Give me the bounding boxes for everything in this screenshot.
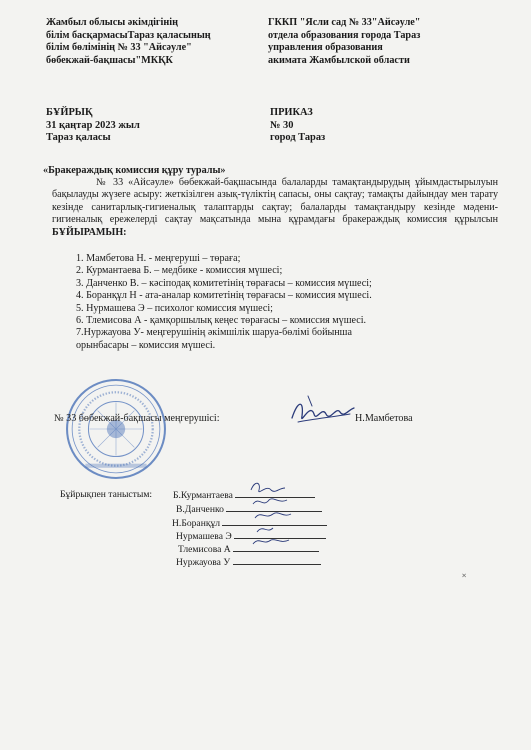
acquaintance-signatures-icon <box>245 478 315 570</box>
acquainted-name: В.Данченко <box>176 504 224 515</box>
order-command: БҰЙЫРАМЫН: <box>52 226 127 238</box>
signature-position: № 33 бөбекжай-бақшасы меңгерушісі: <box>54 413 220 424</box>
stray-mark: ˟ <box>462 572 467 584</box>
acquainted-label: Бұйрықпен таныстым: <box>60 489 153 500</box>
acquainted-name: Нуржауова У <box>176 557 231 568</box>
header-left-line: Жамбыл облысы әкімдігінің <box>46 17 178 28</box>
header-left-line: бөбекжай-бақшасы"МКҚК <box>46 54 173 66</box>
order-word: ПРИКАЗ <box>270 107 313 118</box>
order-word: БҰЙРЫҚ <box>46 107 93 118</box>
order-number: № 30 <box>270 119 294 131</box>
body-text: № 33 «Айсәуле» бөбекжай-бақшасында балаларды тамақтандырудың ұйымдастырылуын бақылауды жүзеге асыру: жеткізілген азық-түліктің сапасы, оны сақтау; тамақты дайындау мен тарату кезінде санитарлық-гигиеналық талаптарды сақтау; балаларды тамақтандыру кезінде мәдени-гигиеналық ережелерді сақтау мақсатында мына құрамдағы бракераждық комиссия құрылсын <box>52 177 498 226</box>
signature-icon <box>288 392 358 432</box>
header-right-line: ГККП "Ясли сад № 33"Айсәуле" <box>268 17 421 28</box>
order-block-russian <box>270 107 325 145</box>
document-title: «Бракераждық комиссия құру туралы» <box>43 165 226 176</box>
header-right-line: акимата Жамбылской области <box>268 54 410 66</box>
order-date: 31 қаңтар 2023 жыл <box>46 119 140 131</box>
acquainted-name: Б.Курмантаева <box>173 490 233 501</box>
official-stamp-icon <box>65 378 167 480</box>
list-item: 7.Нуржауова У- меңгерушінің әкімшілік шаруа-бөлімі бойынша <box>76 327 352 339</box>
list-item: 1. Мамбетова Н. - меңгеруші – төраға; <box>76 253 241 264</box>
body-paragraph <box>52 177 498 239</box>
header-right-line: отдела образования города Тараз <box>268 29 421 41</box>
header-left-line: білім басқармасыТараз қаласының <box>46 29 211 41</box>
list-item: 4. Боранқұл Н - ата-аналар комитетінің төрағасы – комиссия мүшесі. <box>76 290 372 302</box>
acquainted-name: Нурмашева Э <box>176 531 232 542</box>
acquainted-name: Тлемисова А <box>178 544 231 555</box>
order-city: город Тараз <box>270 132 326 144</box>
order-city: Тараз қаласы <box>46 132 111 144</box>
list-item: 2. Курмантаева Б. – медбике - комиссия мүшесі; <box>76 265 283 277</box>
header-right-line: управления образования <box>268 42 383 54</box>
commission-members-list <box>76 253 372 352</box>
order-block-kazakh <box>46 107 140 145</box>
list-item: 6. Тлемисова А - қамқоршылық кеңес төрағасы – комиссия мүшесі. <box>76 315 367 327</box>
signature-name: Н.Мамбетова <box>355 413 413 424</box>
list-item: орынбасары – комиссия мүшесі. <box>76 339 216 351</box>
header-left-kazakh <box>46 17 211 67</box>
header-left-line: білім бөлімінің № 33 "Айсәуле" <box>46 42 192 54</box>
list-item: 5. Нурмашева Э – психолог комиссия мүшесі; <box>76 302 273 314</box>
header-right-russian <box>268 17 420 67</box>
list-item: 3. Данченко В. – кәсіподақ комитетінің төрағасы – комиссия мүшесі; <box>76 277 372 289</box>
acquainted-name: Н.Боранқұл <box>172 518 221 529</box>
